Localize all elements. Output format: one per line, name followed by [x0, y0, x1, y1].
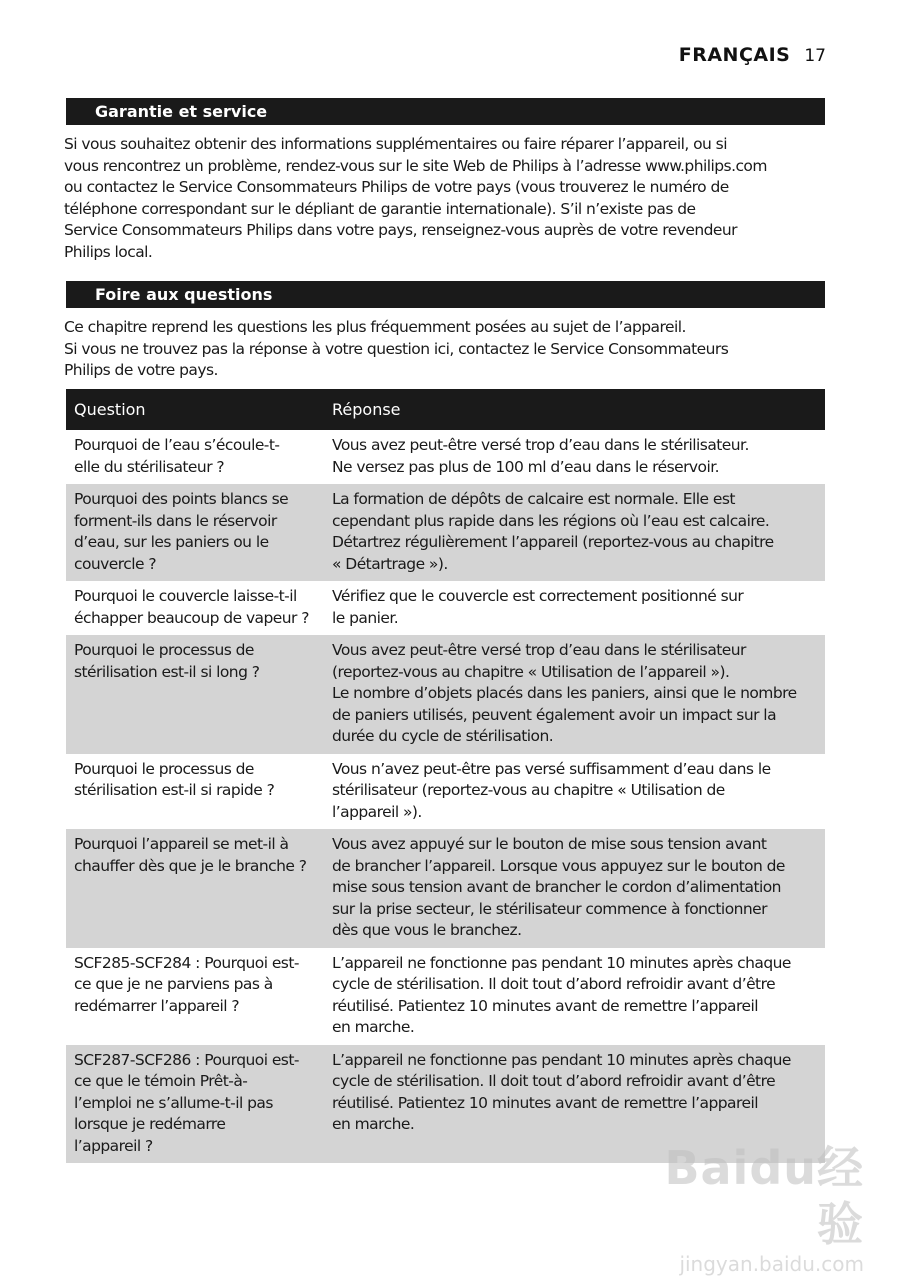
table-row	[66, 430, 825, 484]
table-row	[66, 581, 825, 635]
page-header	[679, 44, 826, 66]
answer-cell: Vous n’avez peut-être pas versé suffisamment d’eau dans le stérilisateur (reportez-vous au chapitre « Utilisation de l’appareil »).	[332, 759, 771, 821]
faq-intro-paragraph: Ce chapitre reprend les questions les plus fréquemment posées au sujet de l’appareil. Si vous ne trouvez pas la réponse à votre question ici, contactez le Service Consommateurs Philips de votre pays.	[64, 318, 729, 379]
answer-cell: L’appareil ne fonctionne pas pendant 10 minutes après chaque cycle de stérilisation. Il doit tout d’abord refroidir avant d’être réutilisé. Patientez 10 minutes avant de remettre l’appareil en marche.	[332, 1050, 791, 1133]
table-row	[66, 484, 825, 581]
section-title-warranty: Garantie et service	[66, 98, 825, 125]
answer-cell: Vérifiez que le couvercle est correctement positionné sur le panier.	[332, 587, 744, 627]
question-cell: SCF287-SCF286 : Pourquoi est- ce que le témoin Prêt-à- l’emploi ne s’allume-t-il pas lorsque je redémarre l’appareil ?	[74, 1050, 299, 1155]
question-cell: Pourquoi le processus de stérilisation est-il si rapide ?	[74, 759, 275, 799]
language-label: FRANÇAIS	[678, 44, 791, 66]
question-cell: Pourquoi l’appareil se met-il à chauffer dès que je le branche ?	[74, 835, 307, 875]
answer-cell: Vous avez peut-être versé trop d’eau dans le stérilisateur. Ne versez pas plus de 100 ml d’eau dans le réservoir.	[332, 436, 749, 476]
table-row	[66, 829, 825, 948]
answer-cell: L’appareil ne fonctionne pas pendant 10 minutes après chaque cycle de stérilisation. Il doit tout d’abord refroidir avant d’être réutilisé. Patientez 10 minutes avant de remettre l’appareil en marche.	[332, 953, 791, 1036]
table-row	[66, 754, 825, 830]
watermark-url: jingyan.baidu.com	[679, 1252, 864, 1276]
baidu-watermark	[624, 1140, 864, 1276]
faq-table-header	[66, 389, 825, 430]
question-cell: Pourquoi de l’eau s’écoule-t- elle du stérilisateur ?	[74, 436, 280, 476]
answer-cell: La formation de dépôts de calcaire est normale. Elle est cependant plus rapide dans les régions où l’eau est calcaire. Détartrez régulièrement l’appareil (reportez-vous au chapitre « Détartrage »).	[332, 490, 774, 573]
table-row	[66, 635, 825, 754]
question-cell: Pourquoi le processus de stérilisation est-il si long ?	[74, 641, 260, 681]
section-title-faq: Foire aux questions	[66, 281, 825, 308]
question-cell: Pourquoi des points blancs se forment-ils dans le réservoir d’eau, sur les paniers ou le couvercle ?	[74, 490, 289, 573]
table-row	[66, 948, 825, 1045]
question-cell: Pourquoi le couvercle laisse-t-il échapper beaucoup de vapeur ?	[74, 587, 309, 627]
answer-cell: Vous avez appuyé sur le bouton de mise sous tension avant de brancher l’appareil. Lorsque vous appuyez sur le bouton de mise sous tension avant de brancher le cordon d’alimentation sur la prise secteur, le stérilisateur commence à fonctionner dès que vous le branchez.	[332, 835, 785, 939]
answer-cell: Vous avez peut-être versé trop d’eau dans le stérilisateur (reportez-vous au chapitre « Utilisation de l’appareil »). Le nombre d’objets placés dans les paniers, ainsi que le nombre de paniers utilisés, peuvent également avoir un impact sur la durée du cycle de stérilisation.	[332, 641, 797, 745]
watermark-logo: Baidu经验	[664, 1141, 864, 1251]
warranty-paragraph: Si vous souhaitez obtenir des informations supplémentaires ou faire réparer l’appareil, ou si vous rencontrez un problème, rendez-vous sur le site Web de Philips à l’adresse www.philips.com ou contactez le Service Consommateurs Philips de votre pays (vous trouverez le numéro de téléphone correspondant sur le dépliant de garantie internationale). S’il n’existe pas de Service Consommateurs Philips dans votre pays, renseignez-vous auprès de votre revendeur Philips local.	[64, 135, 767, 261]
question-cell: SCF285-SCF284 : Pourquoi est- ce que je ne parviens pas à redémarrer l’appareil ?	[74, 953, 299, 1015]
page-number: 17	[804, 46, 826, 66]
faq-table	[66, 389, 825, 1163]
header-answer: Réponse	[332, 399, 401, 419]
header-question: Question	[74, 399, 146, 419]
